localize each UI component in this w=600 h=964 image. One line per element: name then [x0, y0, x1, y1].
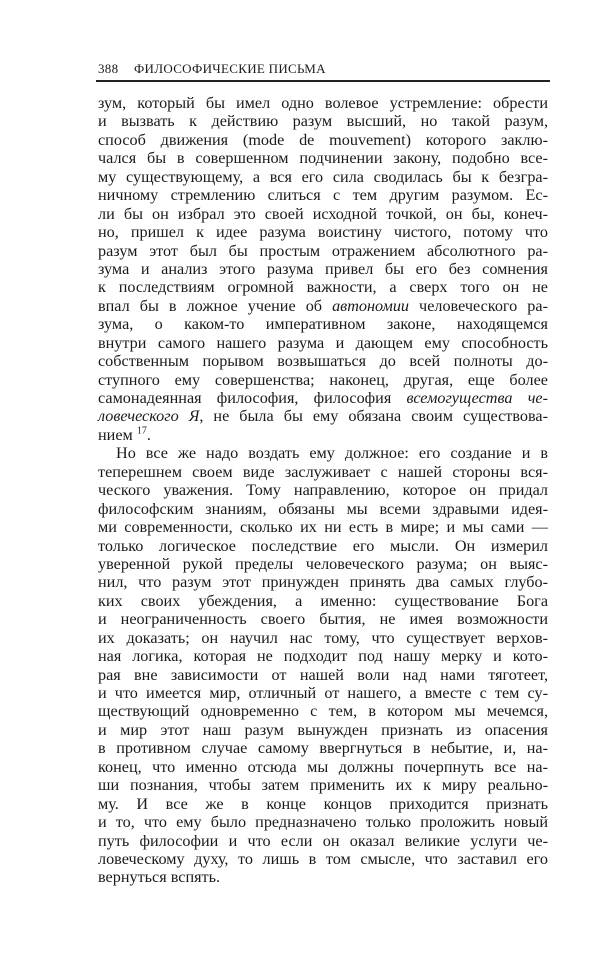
- text-segment: нием: [98, 425, 137, 444]
- text-line: [98, 149, 548, 167]
- text-segment: конец, что именно отсюда мы должны почерпнуть все на-: [98, 757, 548, 776]
- text-segment: ши познания, чтобы затем применить их к миру реально-: [98, 776, 548, 795]
- text-line: [98, 463, 548, 481]
- text-segment: впал бы в ложное учение об: [98, 296, 333, 315]
- text-segment: их доказать; он научил нас тому, что существует верхов-: [98, 628, 548, 647]
- text-line: [98, 795, 548, 813]
- text-line: [98, 168, 548, 186]
- text-segment: зум, который бы имел одно волевое устремление: обрести: [98, 94, 548, 112]
- text-line: [98, 592, 548, 610]
- text-line: [98, 537, 548, 555]
- text-segment: ловеческому духу, то лишь в том смысле, что заставил его: [98, 849, 548, 868]
- text-line: [98, 94, 548, 112]
- text-line: [98, 242, 548, 260]
- running-title: ФИЛОСОФИЧЕСКИЕ ПИСЬМА: [133, 61, 326, 76]
- text-line: [98, 444, 548, 462]
- text-line: [98, 315, 548, 333]
- text-segment: в противном случае самому ввергнуться в небытие, и, на-: [98, 739, 548, 758]
- text-segment: чался бы в совершенном подчинении закону, подобно все-: [98, 149, 548, 168]
- text-line: [98, 721, 548, 739]
- text-line: [98, 407, 548, 425]
- text-segment: нил, что разум этот принужден принять два самых глубо-: [98, 573, 548, 592]
- text-line: [98, 371, 548, 389]
- text-segment: му. И все же в конце концов приходится признать: [98, 794, 548, 813]
- text-line: [98, 702, 548, 720]
- text-segment: ная логика, которая не подходит под нашу мерку и кото-: [98, 647, 548, 666]
- text-line: [98, 223, 548, 241]
- text-line: [98, 260, 548, 278]
- text-segment: собственным порывом возвышаться до всей полноты до-: [98, 352, 548, 371]
- text-segment: философским знаниям, обязаны мы всеми здравыми идея-: [98, 499, 548, 518]
- text-line: [98, 352, 548, 370]
- text-segment: к последствиям огромной важности, а сверх того он не: [98, 278, 548, 297]
- italic-text: ловеческого Я: [98, 407, 200, 426]
- text-line: [98, 739, 548, 757]
- text-segment: и то, что ему было предназначено только проложить новый: [98, 813, 548, 832]
- text-line: [98, 481, 548, 499]
- text-segment: вернуться вспять.: [98, 868, 221, 887]
- text-segment: теперешнем своем виде заслуживает с нашей стороны вся-: [98, 462, 548, 481]
- running-header: [98, 61, 550, 77]
- text-line: [98, 647, 548, 665]
- page-number: 388: [98, 61, 119, 76]
- text-segment: зума, о каком-то императивном законе, находящемся: [98, 315, 548, 334]
- text-line: [98, 297, 548, 315]
- text-line: [98, 334, 548, 352]
- text-segment: и мир этот наш разум вынужден признать из опасения: [98, 720, 548, 739]
- text-segment: путь философии и что если он оказал великие услуги че-: [98, 831, 548, 850]
- text-line: [98, 758, 548, 776]
- text-line: [98, 629, 548, 647]
- text-segment: уверенной рукой пределы человеческого разума; он выяс-: [98, 554, 548, 573]
- text-segment: внутри самого нашего разума и дающем ему способность: [98, 333, 548, 352]
- text-line: [98, 666, 548, 684]
- text-line: [98, 776, 548, 794]
- text-segment: способ движения (mode de mouvement) которого заклю-: [98, 130, 548, 149]
- text-segment: рая вне зависимости от нашей воли над нами тяготеет,: [98, 665, 548, 684]
- text-segment: ких своих убеждения, а именно: существование Бога: [98, 591, 548, 610]
- text-segment: только логическое последствие его мысли. Он измерил: [98, 536, 548, 555]
- text-segment: зума и анализ этого разума привел бы его без сомнения: [98, 259, 548, 278]
- italic-text: всемогущества че-: [406, 389, 548, 407]
- text-line: [98, 573, 548, 591]
- text-segment: ществующий одновременно с тем, в котором мы мечемся,: [98, 702, 548, 721]
- text-line: [98, 684, 548, 702]
- footnote-ref: 17: [136, 425, 147, 437]
- text-line: [98, 813, 548, 831]
- text-segment: и неограниченность своего бытия, не имея возможности: [98, 610, 548, 629]
- text-segment: разум этот был бы простым отражением абсолютного ра-: [98, 241, 548, 260]
- text-segment: ми современности, сколько их ни есть в мире; и мы сами —: [98, 518, 548, 537]
- text-line: [98, 112, 548, 130]
- text-segment: самонадеянная философия, философия: [98, 389, 407, 407]
- text-segment: и что имеется мир, отличный от нашего, а вместе с тем су-: [98, 684, 548, 702]
- text-segment: ческого уважения. Тому направлению, которое он придал: [98, 481, 548, 500]
- text-line: [98, 518, 548, 536]
- italic-text: автономии: [332, 296, 410, 315]
- text-line: [98, 389, 548, 407]
- text-line: [98, 868, 548, 886]
- text-line: [98, 610, 548, 628]
- text-segment: ничному стремлению слиться с тем другим разумом. Ес-: [98, 186, 548, 205]
- text-segment: но, пришел к идее разума воистину чистого, потому что: [98, 223, 548, 242]
- text-segment: ли бы он избрал это своей исходной точкой, он бы, конеч-: [98, 204, 548, 223]
- text-line: [98, 832, 548, 850]
- text-segment: ступного ему совершенства; наконец, другая, еще более: [98, 370, 548, 389]
- text-line: [98, 426, 548, 444]
- text-segment: и вызвать к действию разум высший, но такой разум,: [98, 112, 548, 131]
- header-rule: [96, 80, 550, 82]
- text-line: [98, 500, 548, 518]
- text-segment: человеческого ра-: [409, 296, 548, 315]
- text-line: [98, 278, 548, 296]
- text-line: [98, 186, 548, 204]
- text-line: [98, 850, 548, 868]
- text-segment: , не была бы ему обязана своим существова-: [199, 407, 548, 426]
- text-line: [98, 555, 548, 573]
- page-body: [98, 94, 548, 887]
- text-segment: .: [146, 425, 151, 444]
- text-segment: Но все же надо воздать ему должное: его создание и в: [116, 444, 548, 463]
- text-line: [98, 205, 548, 223]
- text-line: [98, 131, 548, 149]
- text-segment: му существующему, а вся его сила сводилась бы к безгра-: [98, 167, 548, 186]
